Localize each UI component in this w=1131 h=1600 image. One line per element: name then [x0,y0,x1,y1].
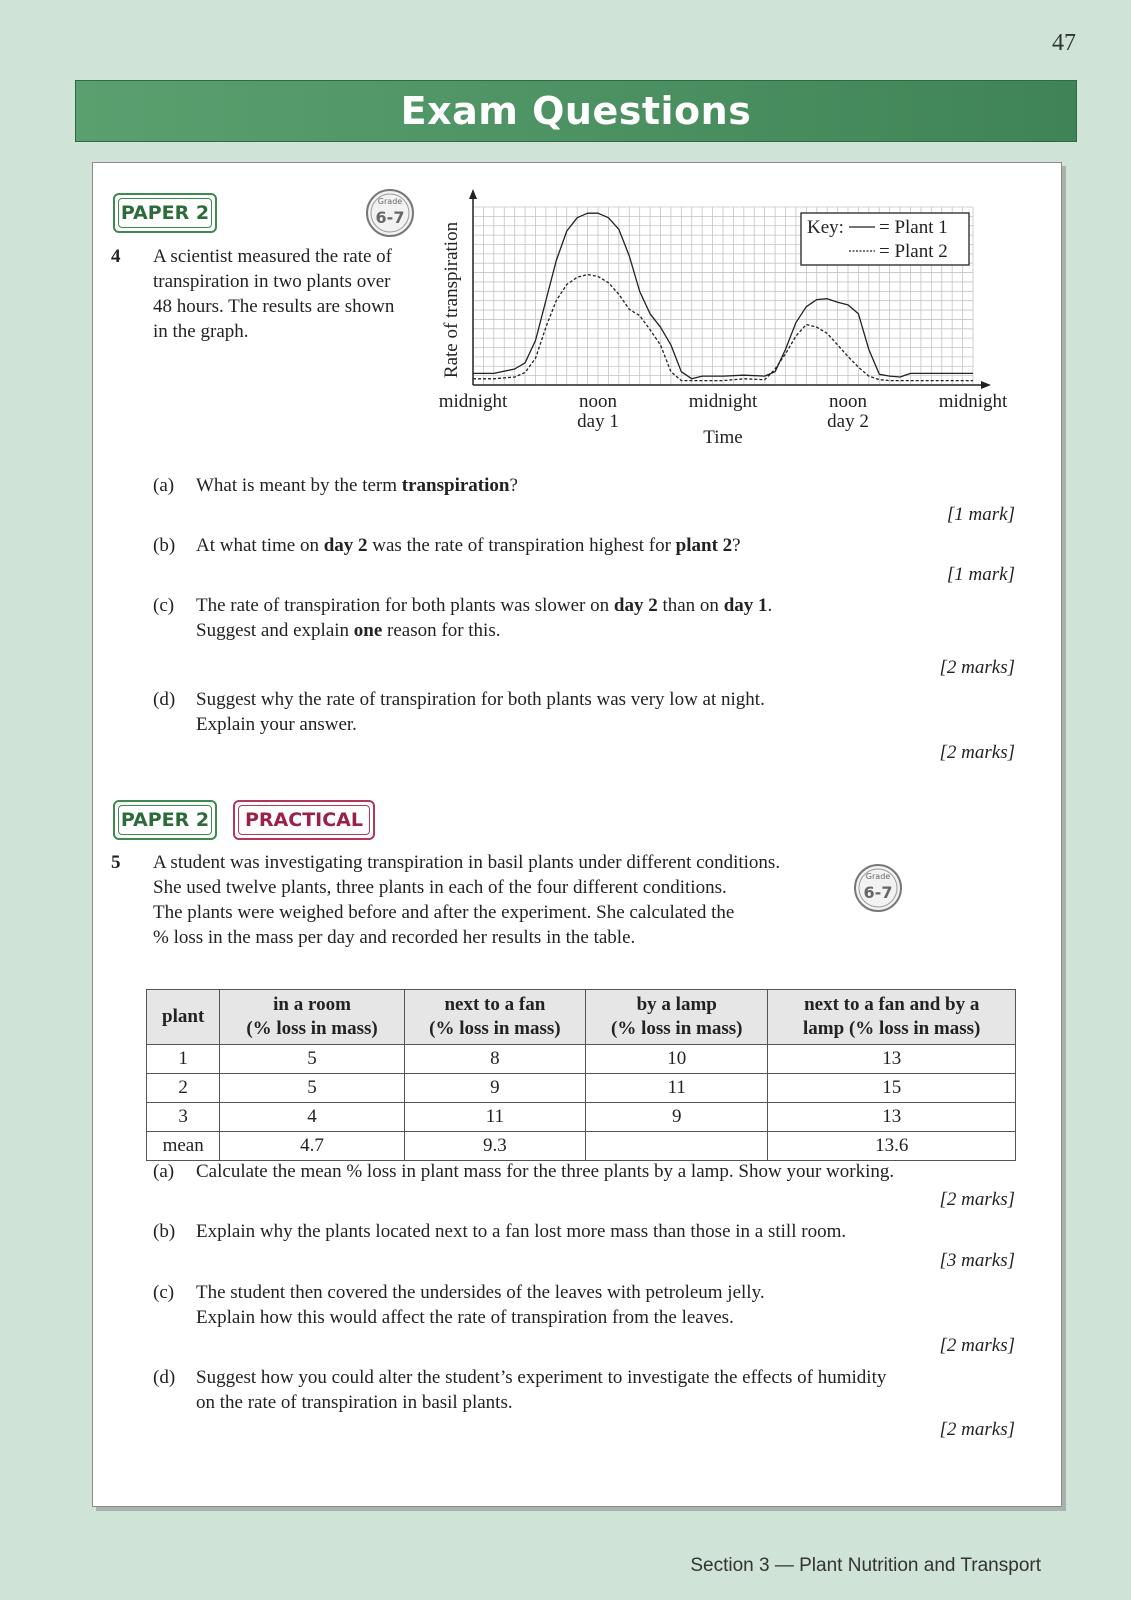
practical-label: PRACTICAL [245,809,363,831]
x-axis-label: Time [703,427,743,448]
paper-2-label: PAPER 2 [120,809,210,831]
title-banner [75,80,1077,142]
x-tick-label: noon [579,391,617,412]
header-cell: plant [147,990,220,1045]
part-a [153,1159,895,1184]
part-b [153,1219,847,1244]
table-cell: 2 [147,1074,220,1103]
x-tick-label: noon [829,391,867,412]
x-axis-arrow [981,381,991,389]
intro-line: The plants were weighed before and after the experiment. She calculated the [153,902,735,923]
part-c [153,593,773,641]
question-panel [92,162,1062,1507]
x-tick-label: midnight [438,391,508,412]
table-row [147,1045,1016,1074]
part-text: What is meant by the term transpiration? [196,475,518,496]
legend-title: Key: [807,217,844,238]
table-cell: 3 [147,1103,220,1132]
grade-word: Grade [865,872,891,881]
table-cell: 15 [768,1074,1016,1103]
section-footer: Section 3 — Plant Nutrition and Transport [690,1555,1041,1576]
paper-2-label: PAPER 2 [120,202,210,224]
part-letter: (c) [153,595,175,616]
practical-tag [233,800,375,840]
table-cell [586,1132,768,1161]
legend-entry: = Plant 1 [879,217,948,238]
table-cell: 11 [404,1103,585,1132]
grade-word: Grade [377,197,403,206]
x-tick-label: midnight [688,391,758,412]
legend-entry: = Plant 2 [879,241,948,262]
mark-allocation: [2 marks] [939,742,1015,763]
part-text: Calculate the mean % loss in plant mass for the three plants by a lamp. Show your working. [196,1161,895,1182]
table-cell: 13 [768,1103,1016,1132]
part-b [153,533,741,558]
x-tick-label: midnight [938,391,1008,412]
intro-line: transpiration in two plants over [153,271,391,292]
part-text: The rate of transpiration for both plants was slower on day 2 than on day 1. Suggest and explain one reason for this. [196,595,773,641]
part-c [153,1280,765,1328]
table-cell: 11 [586,1074,768,1103]
question-intro [153,244,394,344]
paper-2-tag [113,800,217,840]
table-cell: 9 [586,1103,768,1132]
part-letter: (a) [153,475,175,496]
part-letter: (a) [153,1161,175,1182]
mark-allocation: [2 marks] [939,1335,1015,1356]
part-letter: (b) [153,1221,176,1242]
table-cell: 4.7 [220,1132,404,1161]
table-row [147,1132,1016,1161]
table-cell: 10 [586,1045,768,1074]
header-cell: by a lamp (% loss in mass) [586,990,768,1045]
intro-line: She used twelve plants, three plants in each of the four different conditions. [153,877,727,898]
table-cell: 5 [220,1045,404,1074]
mark-allocation: [2 marks] [939,657,1015,678]
table-cell: 13.6 [768,1132,1016,1161]
y-axis-arrow [469,189,477,199]
part-d [153,687,765,735]
table-header-row [147,990,1016,1045]
question-number: 5 [111,852,121,873]
y-axis-label: Rate of transpiration [441,221,462,379]
mark-allocation: [2 marks] [939,1419,1015,1440]
table-cell: 1 [147,1045,220,1074]
part-text: At what time on day 2 was the rate of transpiration highest for plant 2? [196,535,741,556]
x-tick-label: day 2 [827,411,869,432]
part-letter: (d) [153,1367,176,1388]
intro-line: A student was investigating transpiration in basil plants under different conditions. [153,852,781,873]
table-cell: 4 [220,1103,404,1132]
intro-line: in the graph. [153,321,249,342]
question-number: 4 [111,246,121,267]
mark-allocation: [1 mark] [946,564,1015,585]
table-row [147,1103,1016,1132]
part-text: Suggest why the rate of transpiration for both plants was very low at night. Explain your answer. [196,689,765,735]
table-cell: 13 [768,1045,1016,1074]
grade-value: 6-7 [863,883,893,902]
grade-value: 6-7 [375,208,405,227]
mark-allocation: [2 marks] [939,1189,1015,1210]
header-cell: next to a fan and by a lamp (% loss in mass) [768,990,1016,1045]
header-cell: next to a fan (% loss in mass) [404,990,585,1045]
grade-badge-icon [853,863,903,913]
mark-allocation: [1 mark] [946,504,1015,525]
intro-line: 48 hours. The results are shown [153,296,395,317]
mark-allocation: [3 marks] [939,1250,1015,1271]
part-text: The student then covered the undersides of the leaves with petroleum jelly. Explain how this would affect the rate of transpiration from the leaves. [196,1282,765,1328]
part-text: Suggest how you could alter the student’s experiment to investigate the effects of humidity on the rate of transpiration in basil plants. [196,1367,887,1413]
header-cell: in a room (% loss in mass) [220,990,404,1045]
results-table [146,989,1016,1161]
part-a [153,473,518,498]
table-row [147,1074,1016,1103]
intro-line: A scientist measured the rate of [153,246,393,267]
intro-line: % loss in the mass per day and recorded her results in the table. [153,927,636,948]
table-cell: 9 [404,1074,585,1103]
part-text: Explain why the plants located next to a fan lost more mass than those in a still room. [196,1221,847,1242]
paper-2-tag [113,193,217,233]
part-letter: (b) [153,535,176,556]
page-title: Exam Questions [400,89,752,133]
table-cell: mean [147,1132,220,1161]
table-cell: 9.3 [404,1132,585,1161]
question-intro [153,850,780,950]
part-letter: (d) [153,689,176,710]
page-number: 47 [1052,30,1076,56]
grade-badge-icon [365,188,415,238]
part-letter: (c) [153,1282,175,1303]
table-cell: 5 [220,1074,404,1103]
transpiration-chart [433,181,1033,481]
table-cell: 8 [404,1045,585,1074]
part-d [153,1365,887,1413]
x-tick-label: day 1 [577,411,619,432]
